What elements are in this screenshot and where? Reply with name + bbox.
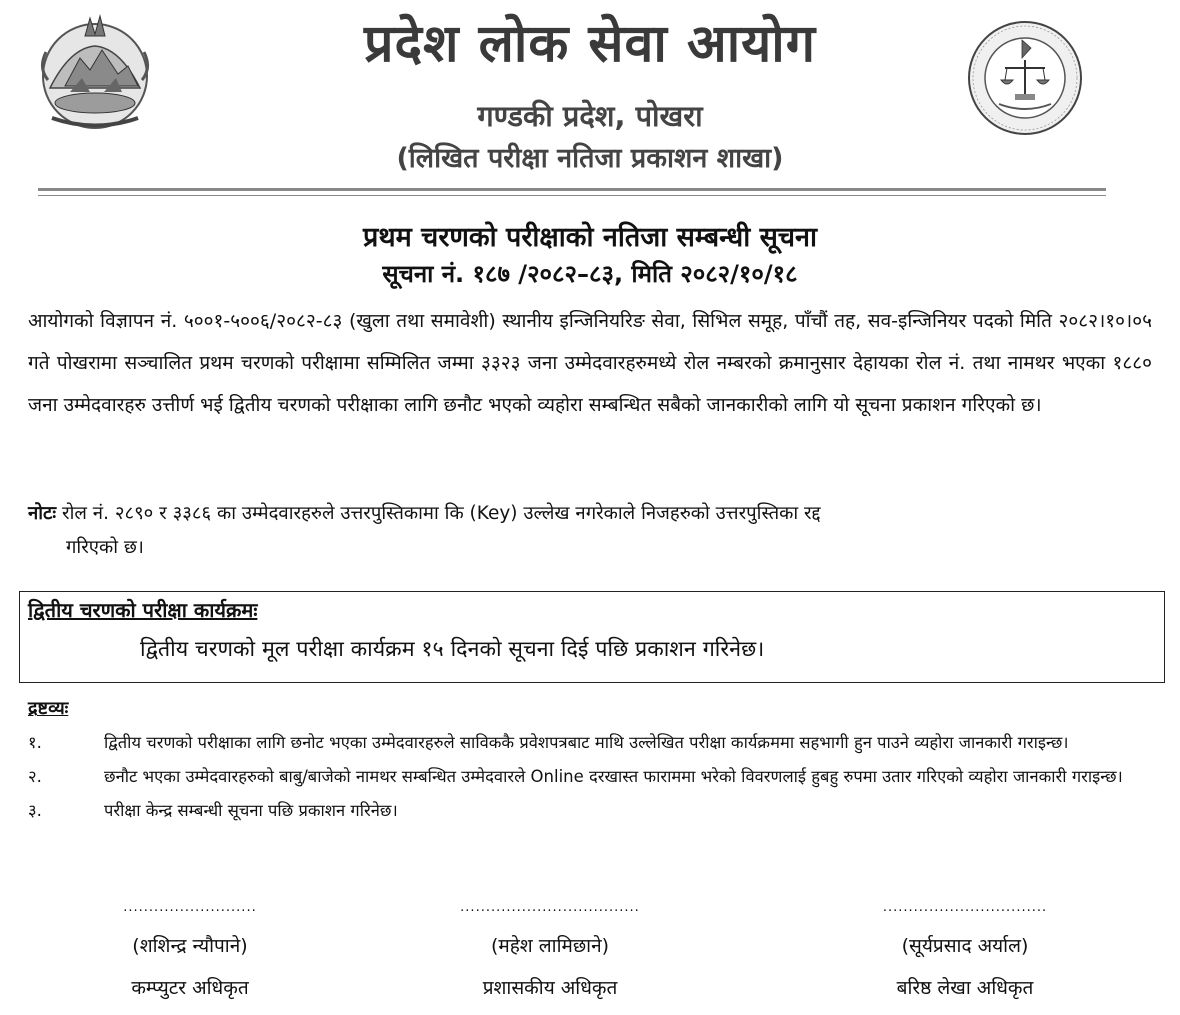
remark-text: द्वितीय चरणको परीक्षाका लागि छनोट भएका उम्मेदवारहरुले साविककै प्रवेशपत्रबाट माथि उल्लेखित परीक्षा कार्यक्रममा सहभागी हुन पाउने व्यहोरा जानकारी गराइन्छ। [104,733,1069,752]
signature-block-computer-officer [85,898,295,1008]
signatory-post: बरिष्ठ लेखा अधिकृत [896,977,1034,999]
signature-line: .......................... [123,900,257,915]
signature-block-account-officer [840,898,1090,1008]
remarks-heading: द्रष्टव्यः [28,698,69,719]
remark-number: १. [28,733,42,752]
section-name: (लिखित परीक्षा नतिजा प्रकाशन शाखा) [396,143,784,174]
note-text-line2: गरिएको छ। [66,537,144,558]
signature-block-admin-officer [430,898,670,1008]
header-divider-thick [38,188,1106,191]
remark-item [28,762,1152,792]
note-text-line1: रोल नं. २८९० र ३३८६ का उम्मेदवारहरुले उत्तरपुस्तिकामा कि (Key) उल्लेख नगरेकाले निजहरुको उत्तरपुस्तिका रद्द [62,503,821,524]
remarks-list [28,728,1152,830]
signatory-name: (महेश लामिछाने) [490,935,610,957]
signature-line: ................................... [460,900,640,915]
header-divider-thin [38,195,1106,196]
office-subtitle: गण्डकी प्रदेश, पोखरा [477,99,703,133]
note-block [28,497,1152,565]
schedule-heading: द्वितीय चरणको परीक्षा कार्यक्रमः [28,598,258,622]
remark-text: परीक्षा केन्द्र सम्बन्धी सूचना पछि प्रकाशन गरिनेछ। [104,801,398,820]
signatory-post: कम्प्युटर अधिकृत [131,977,249,999]
schedule-text: द्वितीय चरणको मूल परीक्षा कार्यक्रम १५ दिनको सूचना दिई पछि प्रकाशन गरिनेछ। [140,637,765,662]
signatory-post: प्रशासकीय अधिकृत [482,977,618,999]
signature-line: ................................ [882,900,1048,915]
remark-number: ३. [28,801,42,820]
schedule-box [19,591,1165,683]
notice-title: प्रथम चरणको परीक्षाको नतिजा सम्बन्धी सूचना [363,222,817,253]
remark-item [28,796,1152,826]
remark-number: २. [28,767,42,786]
remark-text: छनौट भएका उम्मेदवारहरुको बाबु/बाजेको नामथर सम्बन्धित उम्मेदवारले Online दरखास्त फाराममा भरेको विवरणलाई हुबहु रुपमा उतार गरिएको व्यहोरा जानकारी गराइन्छ। [104,767,1123,786]
notice-reference: सूचना नं. १८७ /२०८२–८३, मिति २०८२/१०/१८ [382,260,798,288]
remark-item [28,728,1152,758]
signatory-name: (सूर्यप्रसाद अर्याल) [901,935,1029,957]
note-label: नोटः [28,503,57,524]
office-title: प्रदेश लोक सेवा आयोग [363,14,817,74]
notice-body: आयोगको विज्ञापन नं. ५००१-५००६/२०८२-८३ (खुला तथा समावेशी) स्थानीय इन्जिनियरिङ सेवा, सिभिल समूह, पाँचौं तह, सव-इन्जिनियर पदको मिति २०८२।१०।०५ गते पोखरामा सञ्चालित प्रथम चरणको परीक्षामा सम्मिलित जम्मा ३३२३ जना उम्मेदवारहरुमध्ये रोल नम्बरको क्रमानुसार देहायका रोल नं. तथा नामथर भएका १८८० जना उम्मेदवारहरु उत्तीर्ण भई द्वितीय चरणको परीक्षाका लागि छनौट भएको व्यहोरा सम्बन्धित सबैको जानकारीको लागि यो सूचना प्रकाशन गरिएको छ। [28,310,1152,416]
signatory-name: (शशिन्द्र न्यौपाने) [132,935,248,957]
